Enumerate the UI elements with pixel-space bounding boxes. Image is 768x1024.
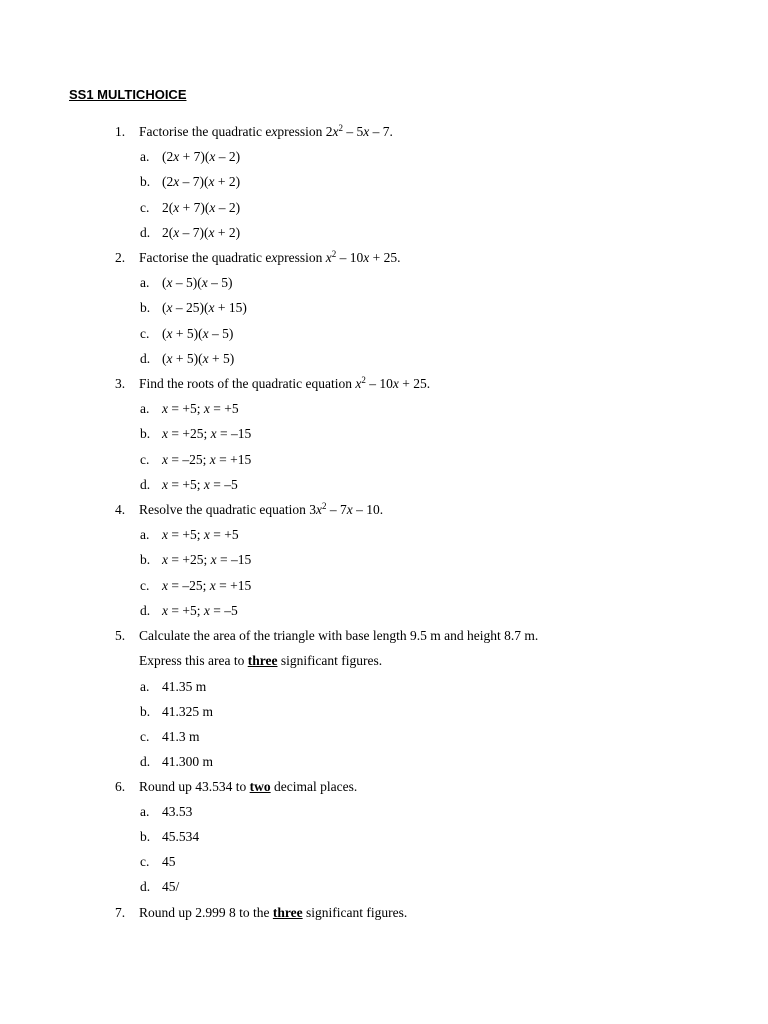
- option-text: x = +25; x = –15: [162, 426, 252, 441]
- option-text: x = –25; x = +15: [162, 578, 252, 593]
- question-text-part: Round up 43.534 to: [139, 779, 250, 794]
- option-row[interactable]: [0, 223, 768, 243]
- question-row: [0, 777, 768, 797]
- question-number: 5.: [115, 628, 126, 643]
- question-row: [0, 374, 768, 394]
- option-letter: a.: [140, 527, 150, 542]
- option-text: 41.300 m: [162, 754, 214, 769]
- option-letter: d.: [140, 754, 151, 769]
- question-text-part: Express this area to: [139, 653, 248, 668]
- option-letter: a.: [140, 149, 150, 164]
- option-letter: a.: [140, 804, 150, 819]
- emphasis-word: two: [249, 779, 271, 794]
- option-row[interactable]: [0, 349, 768, 369]
- option-letter: b.: [140, 300, 151, 315]
- question-text: Factorise the quadratic expression $2x^2 - 5x - 7$.: [139, 123, 393, 139]
- option-letter: a.: [140, 679, 150, 694]
- option-row[interactable]: [0, 677, 768, 697]
- option-row[interactable]: [0, 198, 768, 218]
- option-letter: d.: [140, 351, 151, 366]
- option-text: (2x – 7)(x + 2): [162, 174, 241, 189]
- option-text: 41.325 m: [162, 704, 214, 719]
- option-row[interactable]: [0, 298, 768, 318]
- page-title: SS1 MULTICHOICE: [69, 87, 187, 102]
- option-letter: c.: [140, 854, 150, 869]
- question-number: 2.: [115, 250, 126, 265]
- option-text: x = +5; x = –5: [162, 603, 238, 618]
- option-text: x = +5; x = –5: [162, 477, 238, 492]
- option-letter: d.: [140, 225, 151, 240]
- option-text: 45.534: [162, 829, 200, 844]
- option-text: 45/: [162, 879, 180, 894]
- option-row[interactable]: [0, 324, 768, 344]
- option-row[interactable]: [0, 147, 768, 167]
- option-row[interactable]: [0, 576, 768, 596]
- option-text: 41.35 m: [162, 679, 207, 694]
- emphasis-word: three: [272, 905, 303, 920]
- option-letter: c.: [140, 578, 150, 593]
- question-row: [0, 248, 768, 268]
- option-row[interactable]: [0, 601, 768, 621]
- option-letter: b.: [140, 426, 151, 441]
- option-letter: d.: [140, 477, 151, 492]
- question-number: 1.: [115, 124, 126, 139]
- question-text: [139, 903, 407, 923]
- option-letter: a.: [140, 401, 150, 416]
- option-letter: b.: [140, 829, 151, 844]
- option-text: (2x + 7)(x – 2): [162, 149, 241, 164]
- option-row[interactable]: [0, 273, 768, 293]
- option-row[interactable]: [0, 752, 768, 772]
- question-row: [0, 903, 768, 923]
- option-letter: d.: [140, 879, 151, 894]
- question-text-part: decimal places.: [270, 779, 358, 794]
- question-text: Find the roots of the quadratic equation $x^2 - 10x + 25$.: [139, 375, 431, 391]
- question-number: 4.: [115, 502, 126, 517]
- option-text: (x + 5)(x – 5): [162, 326, 234, 341]
- option-row[interactable]: [0, 727, 768, 747]
- option-text: 2(x – 7)(x + 2): [162, 225, 241, 240]
- question-text: [139, 777, 357, 797]
- question-text-part: significant figures.: [302, 905, 408, 920]
- option-row[interactable]: [0, 827, 768, 847]
- option-text: 2(x + 7)(x – 2): [162, 200, 241, 215]
- question-text: Factorise the quadratic expression $x^2 - 10x + 25$.: [139, 249, 401, 265]
- question-row: [0, 122, 768, 142]
- option-row[interactable]: [0, 877, 768, 897]
- question-text: [139, 651, 382, 671]
- option-letter: c.: [140, 326, 150, 341]
- option-letter: c.: [140, 729, 150, 744]
- option-text: x = –25; x = +15: [162, 452, 252, 467]
- question-text-part: significant figures.: [277, 653, 383, 668]
- option-text: (x + 5)(x + 5): [162, 351, 235, 366]
- question-number: 3.: [115, 376, 126, 391]
- question-number: 7.: [115, 905, 126, 920]
- option-letter: b.: [140, 552, 151, 567]
- question-row: [0, 500, 768, 520]
- option-row[interactable]: [0, 702, 768, 722]
- question-text-part: Round up 2.999 8 to the: [139, 905, 273, 920]
- option-row[interactable]: [0, 550, 768, 570]
- option-text: 45: [162, 854, 176, 869]
- option-letter: a.: [140, 275, 150, 290]
- option-letter: d.: [140, 603, 151, 618]
- option-row[interactable]: [0, 450, 768, 470]
- option-row[interactable]: [0, 475, 768, 495]
- question-row: [0, 626, 768, 646]
- emphasis-word: three: [247, 653, 278, 668]
- option-row[interactable]: [0, 525, 768, 545]
- option-text: 41.3 m: [162, 729, 200, 744]
- option-text: x = +5; x = +5: [162, 527, 239, 542]
- option-letter: c.: [140, 452, 150, 467]
- question-text: Resolve the quadratic equation $3x^2 - 7x - 10$.: [139, 501, 384, 517]
- option-row[interactable]: [0, 399, 768, 419]
- option-row[interactable]: [0, 172, 768, 192]
- question-row-continued: [0, 651, 768, 671]
- question-text: Calculate the area of the triangle with base length 9.5 m and height 8.7 m.: [139, 628, 539, 643]
- option-text: x = +25; x = –15: [162, 552, 252, 567]
- option-row[interactable]: [0, 424, 768, 444]
- option-row[interactable]: [0, 852, 768, 872]
- option-letter: b.: [140, 174, 151, 189]
- option-text: (x – 5)(x – 5): [162, 275, 233, 290]
- option-letter: b.: [140, 704, 151, 719]
- option-row[interactable]: [0, 802, 768, 822]
- option-text: 43.53: [162, 804, 193, 819]
- option-letter: c.: [140, 200, 150, 215]
- option-text: x = +5; x = +5: [162, 401, 239, 416]
- question-number: 6.: [115, 779, 126, 794]
- option-text: (x – 25)(x + 15): [162, 300, 247, 315]
